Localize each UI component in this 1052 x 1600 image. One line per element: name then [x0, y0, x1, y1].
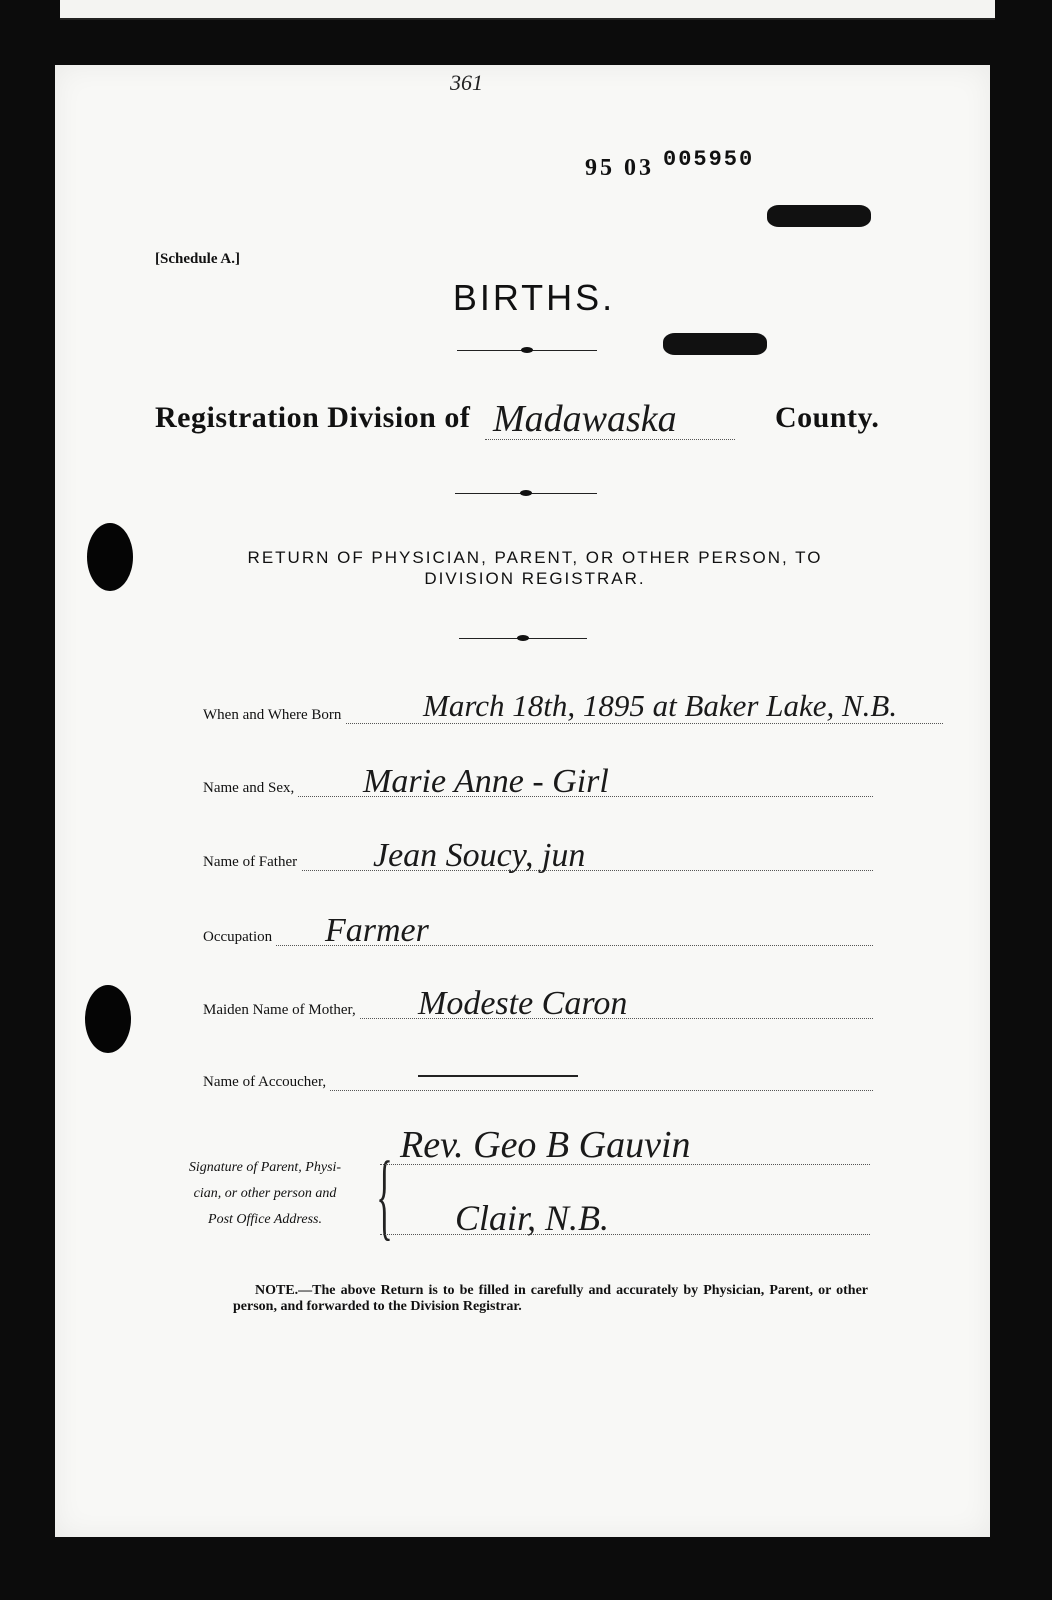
stamp-prefix: 95 03	[585, 155, 654, 181]
signature-brace: {	[376, 1142, 393, 1250]
when-where-value: March 18th, 1895 at Baker Lake, N.B.	[423, 688, 898, 723]
title-divider	[457, 345, 597, 357]
field-occupation	[203, 912, 873, 952]
mother-label: Maiden Name of Mother,	[203, 1002, 360, 1019]
registration-county-value: Madawaska	[493, 398, 677, 440]
return-divider	[459, 633, 587, 645]
signature-value: Rev. Geo B Gauvin	[400, 1124, 691, 1166]
when-where-label: When and Where Born	[203, 707, 345, 724]
name-sex-value: Marie Anne - Girl	[363, 763, 609, 800]
name-sex-label: Name and Sex,	[203, 780, 298, 797]
page-number: 361	[450, 70, 483, 95]
field-post-office-address	[380, 1197, 870, 1241]
previous-page-edge	[60, 0, 995, 20]
registration-stamp	[585, 147, 755, 182]
accoucher-label: Name of Accoucher,	[203, 1074, 330, 1091]
punch-hole-lower	[85, 985, 131, 1053]
schedule-label: [Schedule A.]	[155, 251, 241, 267]
signature-label-line-3: Post Office Address.	[208, 1212, 322, 1227]
form-title: BIRTHS.	[452, 277, 616, 318]
return-heading-line-2: DIVISION REGISTRAR.	[424, 569, 646, 588]
registration-divider	[455, 488, 597, 500]
registration-suffix: County.	[775, 401, 880, 434]
father-label: Name of Father	[203, 854, 301, 871]
address-value: Clair, N.B.	[455, 1198, 610, 1238]
redaction-mark-top	[767, 205, 871, 227]
father-value: Jean Soucy, jun	[373, 837, 586, 874]
field-name-of-father	[203, 837, 873, 877]
field-name-and-sex	[203, 763, 873, 803]
field-name-of-accoucher	[203, 1057, 873, 1097]
occupation-label: Occupation	[203, 929, 276, 946]
field-signature	[380, 1124, 870, 1171]
registration-county-underline	[485, 439, 735, 440]
accoucher-blank-stroke	[418, 1075, 578, 1077]
field-maiden-name-of-mother	[203, 985, 873, 1025]
mother-value: Modeste Caron	[418, 985, 628, 1022]
return-heading	[145, 547, 925, 589]
return-heading-line-1: RETURN OF PHYSICIAN, PARENT, OR OTHER PERSON, TO	[247, 548, 823, 567]
occupation-value: Farmer	[325, 912, 429, 949]
signature-label-line-2: cian, or other person and	[193, 1186, 337, 1201]
birth-registration-form	[55, 65, 990, 1537]
field-when-where-born	[203, 690, 943, 730]
signature-label-line-1: Signature of Parent, Physi-	[188, 1160, 342, 1175]
stamp-number: 005950	[663, 147, 755, 172]
registration-division-line	[155, 395, 895, 445]
note-text: NOTE.—The above Return is to be filled in carefully and accurately by Physician, Parent, or other person, and forwarded to the Division Registrar.	[233, 1283, 868, 1314]
signature-label	[145, 1155, 385, 1233]
redaction-mark-middle	[663, 333, 767, 355]
form-note	[233, 1283, 868, 1315]
punch-hole-upper	[87, 523, 133, 591]
registration-prefix: Registration Division of	[155, 401, 471, 434]
